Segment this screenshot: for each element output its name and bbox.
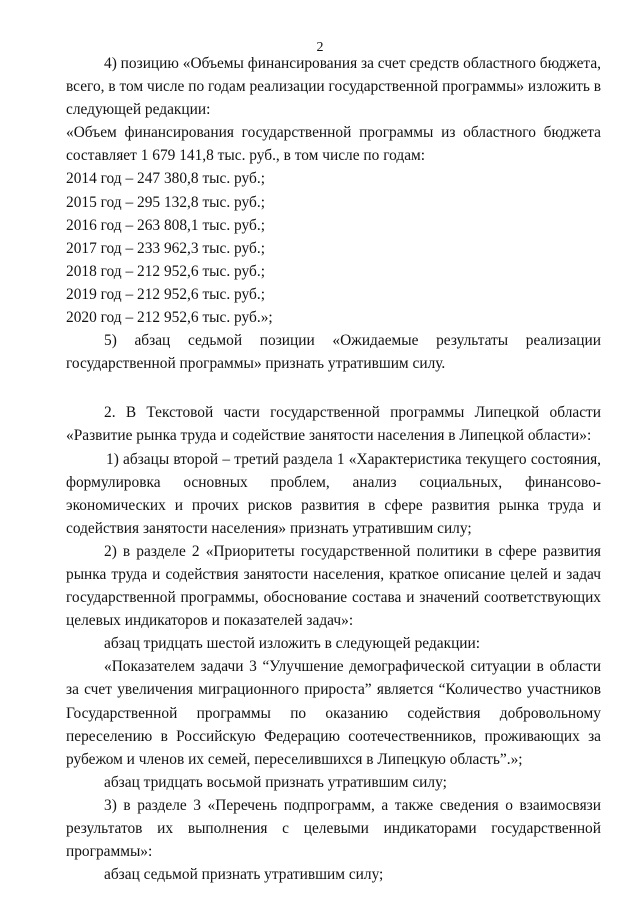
paragraph-item-3: 3) в разделе 3 «Перечень подпрограмм, а также сведения о взаимосвязи результатов их выполнения с целевыми индикаторами государственной программы»: <box>66 796 601 861</box>
year-line: 2014 год – 247 380,8 тыс. руб.; <box>66 170 265 188</box>
paragraph-item-4: 4) позицию «Объемы финансирования за счет средств областного бюджета, всего, в том числе по годам реализации государственной программы» изложить в следующей редакции: <box>66 55 601 119</box>
section-gap <box>66 375 601 401</box>
year-line: 2020 год – 212 952,6 тыс. руб.»; <box>66 309 273 327</box>
quoted-indicator-text: «Показателем задачи 3 “Улучшение демографической ситуации в области за счет увеличения миграционного прироста” является “Количество участников Государственной программы по оказанию содействия добровольному переселению в Российскую Федерацию соотечественников, проживающих за рубежом и членов их семей, переселившихся в Липецкую область”.»; <box>66 658 601 768</box>
paragraph-abzac-36: абзац тридцать шестой изложить в следующей редакции: <box>104 635 481 653</box>
year-line: 2016 год – 263 808,1 тыс. руб.; <box>66 216 265 234</box>
paragraph-item-2: 2) в разделе 2 «Приоритеты государственной политики в сфере развития рынка труда и содействия занятости населения, краткое описание целей и задач государственной программы, обоснование состава и значений соответствующих целевых индикаторов и показателей задач»: <box>66 542 601 630</box>
section-2-heading: 2. В Текстовой части государственной программы Липецкой области «Развитие рынка труда и содействие занятости населения в Липецкой области»: <box>66 404 601 445</box>
year-line: 2015 год – 295 132,8 тыс. руб.; <box>66 193 265 211</box>
paragraph-abzac-7: абзац седьмой признать утратившим силу; <box>104 866 384 884</box>
year-line: 2018 год – 212 952,6 тыс. руб.; <box>66 262 265 280</box>
page-number: 2 <box>316 40 324 55</box>
paragraph-item-5: 5) абзац седьмой позиции «Ожидаемые результаты реализации государственной программы» признать утратившим силу. <box>66 332 601 373</box>
year-line: 2017 год – 233 962,3 тыс. руб.; <box>66 239 265 257</box>
paragraph-abzac-38: абзац тридцать восьмой признать утратившим силу; <box>104 773 447 791</box>
paragraph-item-1: 1) абзацы второй – третий раздела 1 «Характеристика текущего состояния, формулировка основных проблем, анализ социальных, финансово-экономических и прочих рисков развития в сфере развития рынка труда и содействия занятости населения» признать утратившим силу; <box>66 450 601 537</box>
document-body <box>66 52 601 886</box>
year-line: 2019 год – 212 952,6 тыс. руб.; <box>66 285 265 303</box>
quoted-funding-text: «Объем финансирования государственной программы из областного бюджета составляет 1 679 141,8 тыс. руб., в том числе по годам: <box>66 124 601 165</box>
